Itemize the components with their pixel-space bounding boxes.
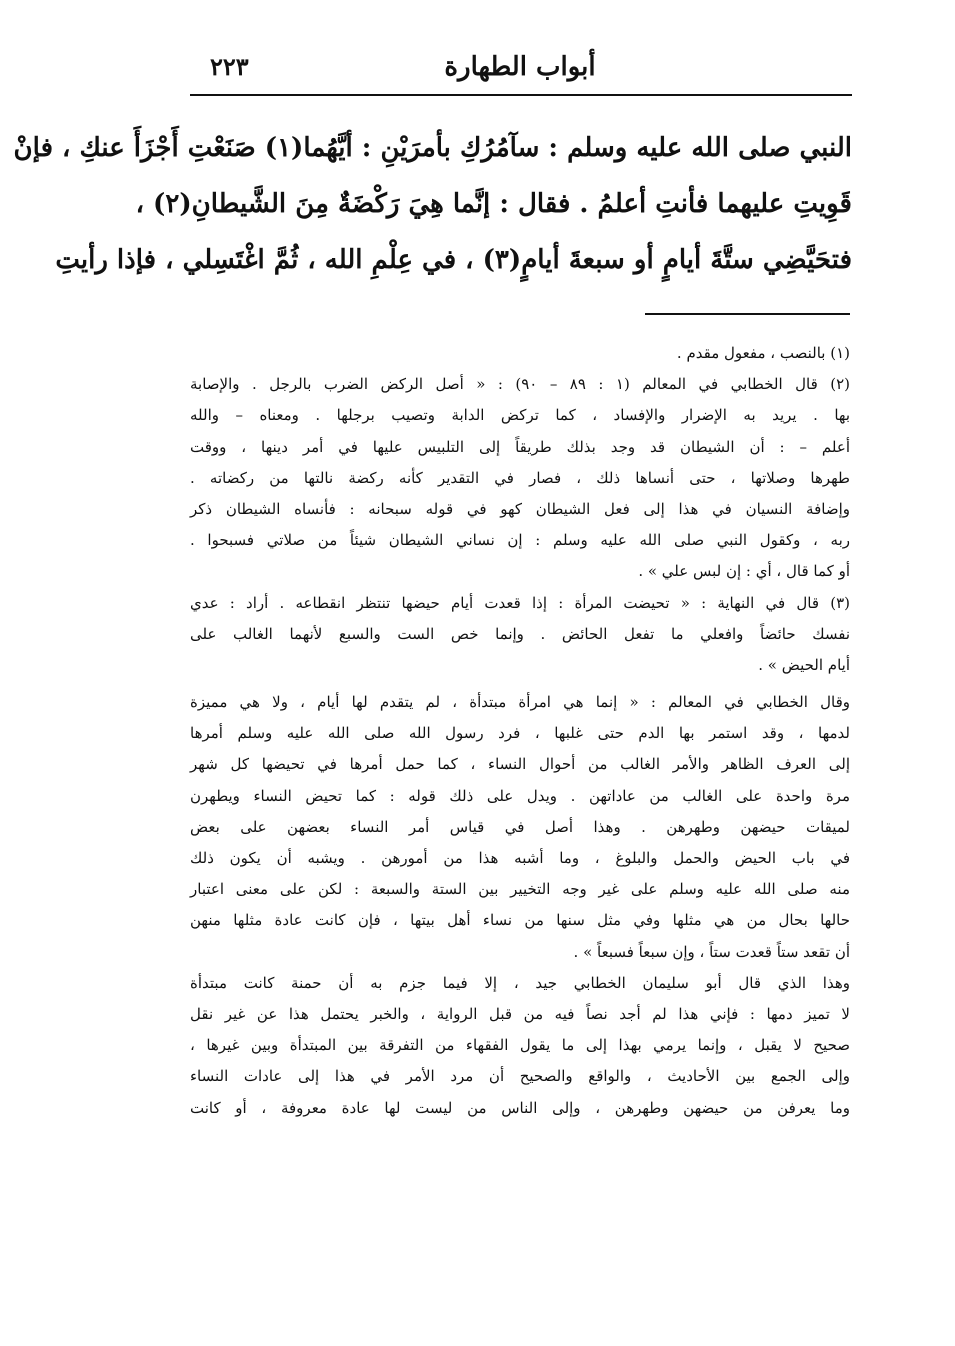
footnote-line: منه صلى الله عليه وسلم على غير وجه التخيير بين الستة والسبعة : لكن على معنى اعتبار xyxy=(190,880,850,899)
footnote-line: في باب الحيض والحمل والبلوغ ، وما أشبه هذا من أمورهن . ويشبه أن يكون ذلك xyxy=(190,849,850,867)
footnote-line: إلى العرف الظاهر والأمر الغالب من أحوال النساء ، كما حمل أمرها في تحيضها كل شهر xyxy=(190,755,850,774)
header-rule xyxy=(190,94,852,96)
page-header xyxy=(190,50,850,90)
main-text-line: فتحَيَّضِي ستَّةَ أيامٍ أو سبعةَ أيامٍ(٣) ، في عِلْمِ الله ، ثُمَّ اغْتَسِلي ، فإذا رأيتِ xyxy=(55,245,852,275)
footnote-line: وهذا الذي قال أبو سليمان الخطابي جيد ، إلا فيما جزم به أن حمنة كانت مبتدأة xyxy=(190,973,850,992)
running-title: أبواب الطهارة xyxy=(444,52,596,82)
footnote-line: لا تميز دمها : فإني هذا لم أجد نصاً فيه من قبل الرواية ، والخبر يحتمل هذا عن غير نقل xyxy=(190,1004,850,1023)
footnote-line: وما يعرفن من حيضهن وطهرهن ، وإلى الناس من ليست لها عادة معروفة ، أو كانت xyxy=(190,1098,850,1117)
footnote-line: حالها بحال من هي مثلها وفي مثل سنها من نساء أهل بيتها ، فإن كانت عادة مثلها منهن xyxy=(190,911,850,930)
footnote-line: مرة واحدة على الغالب من عاداتهن . ويدل على ذلك قوله : كما تحيض النساء ويطهرن xyxy=(190,786,850,805)
footnote-2 xyxy=(190,369,850,587)
footnote-line: أن تقعد ستاً قعدت ستاً ، وإن سبعاً فسبعاً » . xyxy=(573,942,850,961)
footnote-3 xyxy=(190,588,850,682)
footnote-line: لدمها ، وقد استمر بها الدم حتى غلبها ، فرد رسول الله صلى الله عليه وسلم أمرها xyxy=(190,724,850,743)
footnote-line: بها . يريد به الإضرار والإفساد ، كما تركض الدابة وتصيب برجلها . ومعناه – والله xyxy=(190,406,850,425)
footnote-line: (٣) قال في النهاية : « تحيضت المرأة : إذا قعدت أيام حيضها تنتظر انقطاعه . أراد : عدي xyxy=(190,593,850,612)
main-text xyxy=(13,120,852,288)
footnote-line: لميقات حيضهن وطهرهن . وهذا أصل في قياس أمر النساء بعضهن على بعض xyxy=(190,817,850,836)
footnote-3-khattabi-paragraph xyxy=(190,687,850,968)
page-number: ٢٢٣ xyxy=(210,52,249,81)
footnote-line: وإضافة النسيان في هذا إلى فعل الشيطان كهو في قوله سبحانه : فأنساه الشيطان ذكر xyxy=(190,499,850,518)
footnote-line: طهرها وصلاتها ، حتى أنساها ذلك ، فصار في التقدير كأنه ركضة نالتها من ركضاته . xyxy=(190,468,850,487)
main-text-line: قَوِيتِ عليهما فأنتِ أعلمُ . فقال : إنَّما هِيَ رَكْضَةٌ مِنَ الشَّيطانِ(٢) ، xyxy=(135,189,852,219)
footnote-line: (٢) قال الخطابي في المعالم (١ : ٨٩ – ٩٠) : « أصل الركض الضرب بالرجل . والإصابة xyxy=(190,375,850,394)
footnote-line: أو كما قال ، أي : إن لبس علي » . xyxy=(638,562,850,581)
footnote-line: وقال الخطابي في المعالم : « إنما هي امرأة مبتدأة ، لم يتقدم لها أيام ، ولا هي مميزة xyxy=(190,693,850,712)
footnote-line: (١) بالنصب ، مفعول مقدم . xyxy=(676,344,850,362)
footnote-line: أيام الحيض » . xyxy=(758,655,850,674)
footnote-line: ربه ، وكقول النبي صلى الله عليه وسلم : إن نساني الشيطان شيئاً من صلاتي فسبحوا . xyxy=(190,531,850,550)
footnote-line: نفسك حائضاً وافعلي ما تفعل الحائض . وإنما خص الست والسبع لأنهما الغالب على xyxy=(190,624,850,643)
footnotes xyxy=(190,338,850,1124)
footnote-line: أعلم – : أن الشيطان قد وجد بذلك طريقاً إلى التلبيس عليها في أمر دينها ، ووقت xyxy=(190,437,850,456)
footnote-line: صحيح لا يقبل ، وإنما يرمي بهذا إلى ما يقول الفقهاء من التفرقة بين المبتدأة وبين غيرها ، xyxy=(190,1036,850,1055)
footnote-1 xyxy=(190,338,850,369)
main-text-line: النبي صلى الله عليه وسلم : سآمُرُكِ بأمرَيْنِ : أيَّهُما(١) صَنَعْتِ أَجْزَأَ عنكِ ، فإنْ xyxy=(13,133,852,163)
footnote-3-commentary-paragraph xyxy=(190,968,850,1124)
footnote-separator xyxy=(645,313,850,315)
footnote-line: وإلى الجمع بين الأحاديث ، والواقع والصحيح أن مرد الأمر في هذا إلى عادات النساء xyxy=(190,1067,850,1086)
